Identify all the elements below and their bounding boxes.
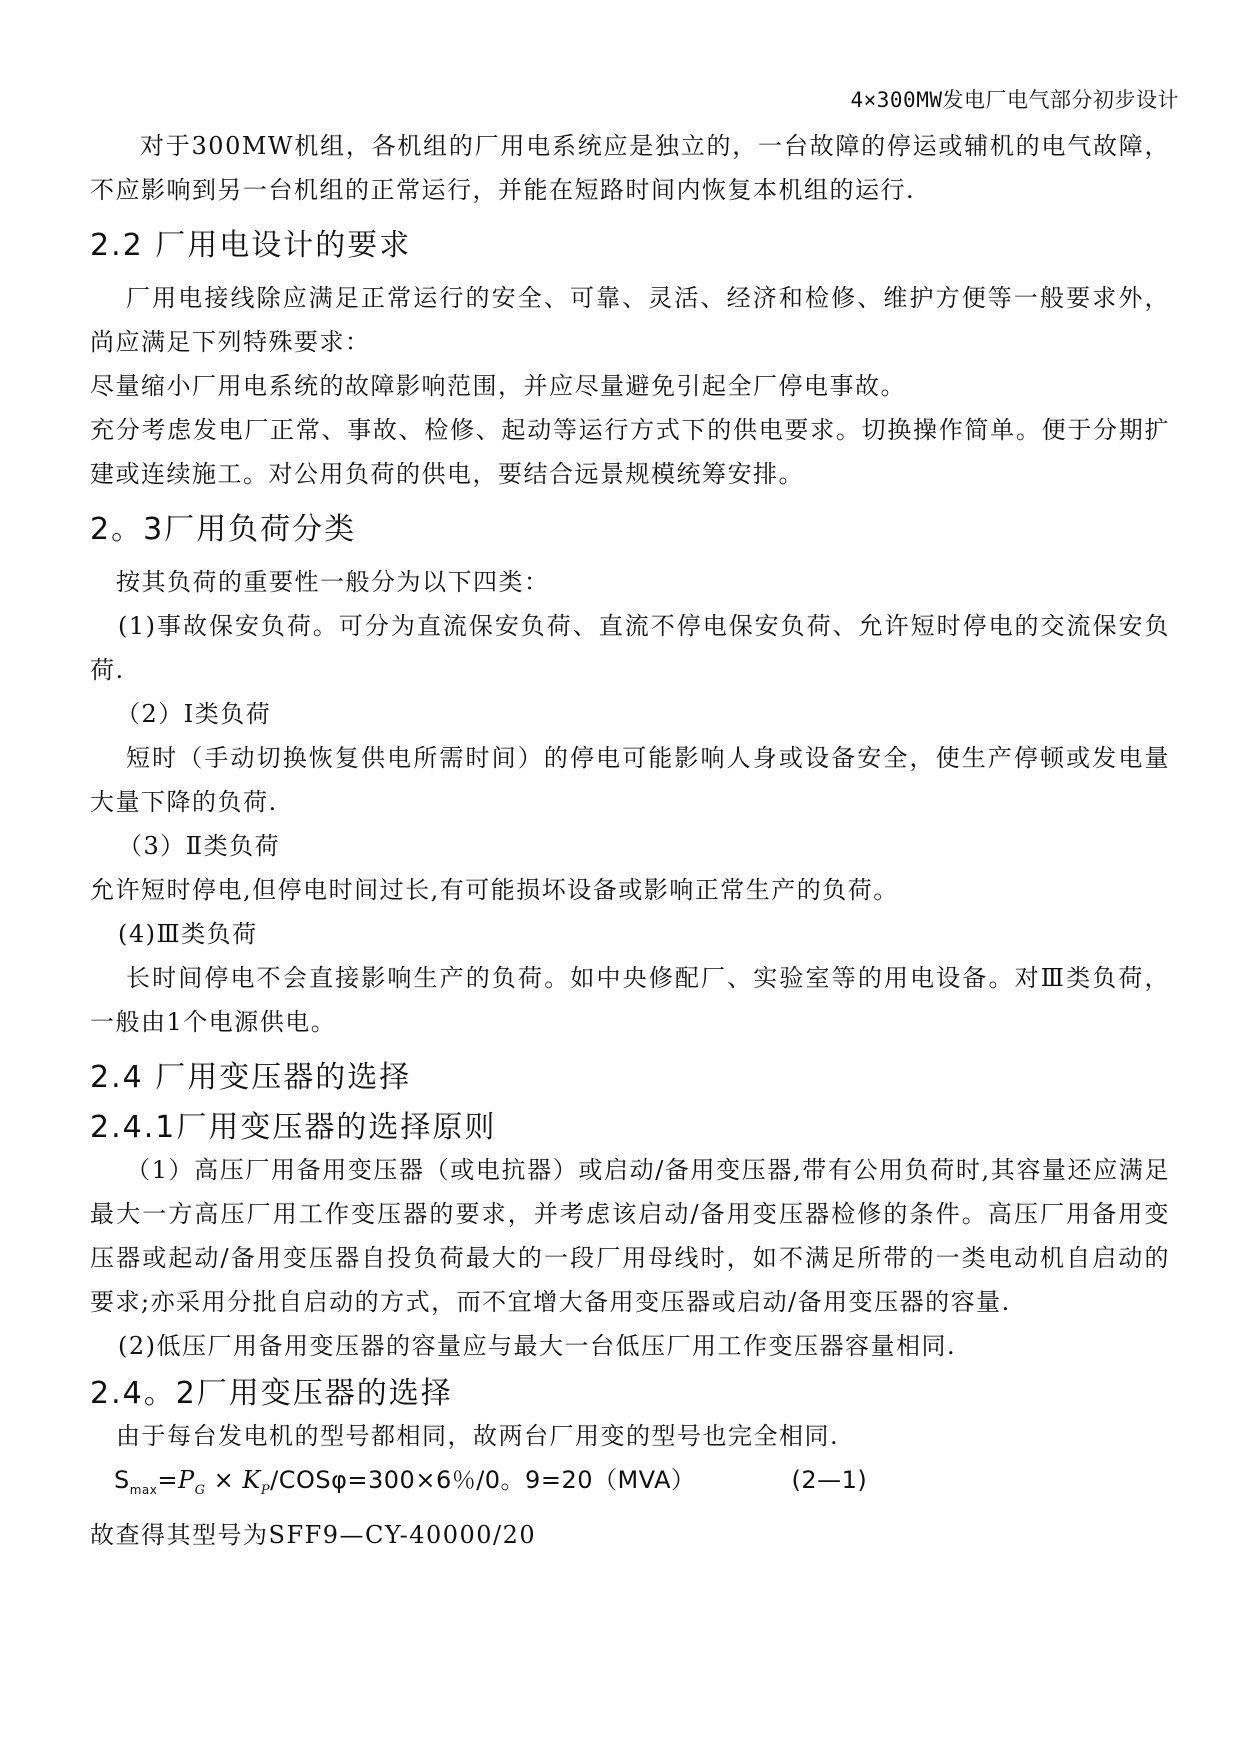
paragraph-2-3-e: （3）Ⅱ类负荷 [118, 832, 281, 860]
formula-pg: P [178, 1466, 195, 1494]
paragraph-2-4-2-b: 故查得其型号为SFF9—CY-40000/20 [90, 1520, 537, 1549]
formula-s: S [114, 1466, 130, 1494]
formula-eq: = [157, 1466, 178, 1494]
formula-rest: /COSφ=300×6％/0。9=20（MVA） [270, 1466, 696, 1494]
formula-times: × [205, 1466, 243, 1494]
formula-s-sub: max [129, 1482, 158, 1497]
page-header: 4×300MW发电厂电气部分初步设计 [850, 88, 1179, 112]
paragraph-2-4-1-b: (2)低压厂用备用变压器的容量应与最大一台低压厂用工作变压器容量相同. [118, 1332, 957, 1360]
heading-2-2: 2.2 厂用电设计的要求 [90, 228, 412, 263]
paragraph-2-3-g: (4)Ⅲ类负荷 [118, 920, 258, 948]
heading-2-4-2: 2.4。2厂用变压器的选择 [90, 1376, 453, 1411]
document-body [90, 124, 1170, 1557]
formula-2-1 [90, 1458, 1170, 1513]
paragraph-2-3-d: 短时（手动切换恢复供电所需时间）的停电可能影响人身或设备安全，使生产停顿或发电量大量下降的负荷. [90, 744, 1170, 816]
paragraph-2-3-c: （2）Ⅰ类负荷 [116, 700, 272, 728]
paragraph-2-2-c: 充分考虑发电厂正常、事故、检修、起动等运行方式下的供电要求。切换操作简单。便于分期扩建或连续施工。对公用负荷的供电，要结合远景规模统筹安排。 [90, 416, 1170, 488]
heading-2-4-1: 2.4.1厂用变压器的选择原则 [90, 1110, 497, 1145]
formula-kp: K [242, 1466, 261, 1494]
paragraph-2-3-h: 长时间停电不会直接影响生产的负荷。如中央修配厂、实验室等的用电设备。对Ⅲ类负荷，一般由1个电源供电。 [90, 964, 1170, 1036]
formula-number: (2—1) [791, 1466, 868, 1494]
paragraph-2-3-a: 按其负荷的重要性一般分为以下四类： [116, 568, 550, 596]
paragraph-2-4-2-a: 由于每台发电机的型号都相同，故两台厂用变的型号也完全相同. [116, 1422, 840, 1450]
paragraph-2-4-1-a: （1）高压厂用备用变压器（或电抗器）或启动/备用变压器,带有公用负荷时,其容量还应满足最大一方高压厂用工作变压器的要求，并考虑该启动/备用变压器检修的条件。高压厂用备用变压器或起动/备用变压器自投负荷最大的一段厂用母线时，如不满足所带的一类电动机自启动的要求;亦采用分批自启动的方式，而不宜增大备用变压器或启动/备用变压器的容量. [90, 1156, 1170, 1316]
paragraph-2-3-f: 允许短时停电,但停电时间过长,有可能损坏设备或影响正常生产的负荷。 [90, 876, 899, 904]
heading-2-3: 2。3厂用负荷分类 [90, 512, 357, 547]
paragraph-intro: 对于300MW机组，各机组的厂用电系统应是独立的，一台故障的停运或辅机的电气故障，不应影响到另一台机组的正常运行，并能在短路时间内恢复本机组的运行. [90, 132, 1170, 204]
heading-2-4: 2.4 厂用变压器的选择 [90, 1060, 412, 1095]
paragraph-2-3-b: (1)事故保安负荷。可分为直流保安负荷、直流不停电保安负荷、允许短时停电的交流保安负荷. [90, 612, 1170, 684]
paragraph-2-2-a: 厂用电接线除应满足正常运行的安全、可靠、灵活、经济和检修、维护方便等一般要求外，尚应满足下列特殊要求： [90, 284, 1170, 356]
formula-pg-sub: G [194, 1482, 206, 1498]
formula-kp-sub: P [260, 1482, 271, 1498]
paragraph-2-2-b: 尽量缩小厂用电系统的故障影响范围，并应尽量避免引起全厂停电事故。 [90, 372, 906, 400]
